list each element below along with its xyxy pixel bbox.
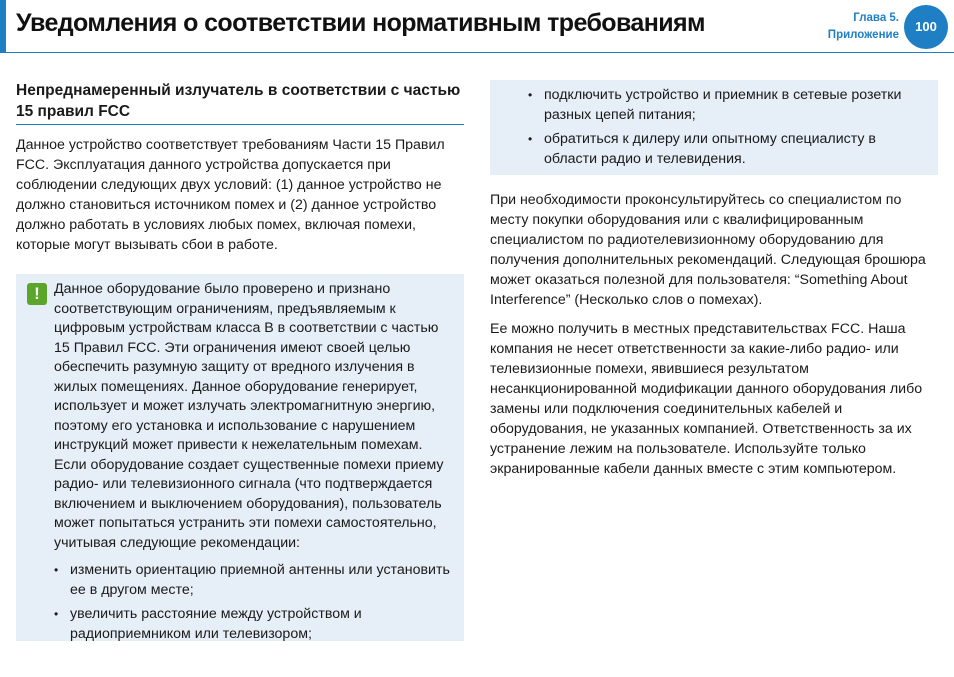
list-item: • изменить ориентацию приемной антенны или установить ее в другом месте; (54, 561, 458, 600)
page-title: Уведомления о соответствии нормативным требованиям (16, 9, 705, 37)
left-column (16, 80, 464, 255)
caution-note-box (16, 274, 464, 641)
recommendation-list (54, 561, 458, 644)
section-heading: Непреднамеренный излучатель в соответствии с частью 15 правил FCC (16, 80, 464, 125)
right-column (490, 190, 938, 488)
header-divider (0, 52, 954, 53)
list-item: • подключить устройство и приемник в сетевые розетки разных цепей питания; (528, 86, 928, 125)
header-accent-bar (0, 0, 6, 52)
list-item: • обратиться к дилеру или опытному специалисту в области радио и телевидения. (528, 130, 928, 169)
chapter-number: Глава 5. (853, 12, 899, 24)
chapter-name: Приложение (827, 29, 899, 41)
fcc-intro-paragraph: Данное устройство соответствует требованиям Части 15 Правил FCC. Эксплуатация данного устройства допускается при соблюдении следующих двух условий: (1) данное устройство не должно становиться источником помех и (2) данное устройство должно работать в условиях любых помех, включая помехи, которые могут вызывать сбои в работе. (16, 137, 445, 253)
consultation-paragraph: При необходимости проконсультируйтесь со специалистом по месту покупки оборудования или с квалифицированным специалистом по радиотелевизионному оборудованию для получения дополнительных рекомендаций. Следующая брошюра может оказаться полезной для пользователя: “Something About Interference” (Несколько слов о помехах). (490, 192, 926, 308)
page-number-badge: 100 (904, 5, 948, 49)
chapter-label[interactable] (828, 10, 899, 44)
recommendation-list-continued (528, 86, 928, 169)
liability-paragraph: Ее можно получить в местных представительствах FCC. Наша компания не несет ответственности за какие-либо радио- или телевизионные помехи, явившиеся результатом несанкционированной модификации данного оборудования либо замены или подключения соединительных кабелей и оборудования, не указанных компанией. Ответственность за их устранение лежим на пользователе. Используйте только экранированные кабели данных вместе с этим компьютером. (490, 321, 923, 477)
exclamation-icon: ! (27, 283, 47, 305)
list-item: • увеличить расстояние между устройством и радиоприемником или телевизором; (54, 605, 458, 644)
continued-note-box (490, 80, 938, 175)
caution-note-text: Данное оборудование было проверено и признано соответствующим ограничениям, предъявляемым к цифровым устройствам класса B в соответствии с частью 15 Правил FCC. Эти ограничения имеют своей целью обеспечить разумную защиту от вредного излучения в жилых помещениях. Данное оборудование генерирует, использует и может излучать электромагнитную энергию, поэтому его установка и использование с нарушением инструкций может привести к нежелательным помехам. Если оборудование создает существенные помехи приему радио- или телевизионного сигнала (что подтверждается включением и выключением оборудования), пользователь может попытаться устранить эти помехи самостоятельно, учитывая следующие рекомендации: (54, 281, 444, 551)
